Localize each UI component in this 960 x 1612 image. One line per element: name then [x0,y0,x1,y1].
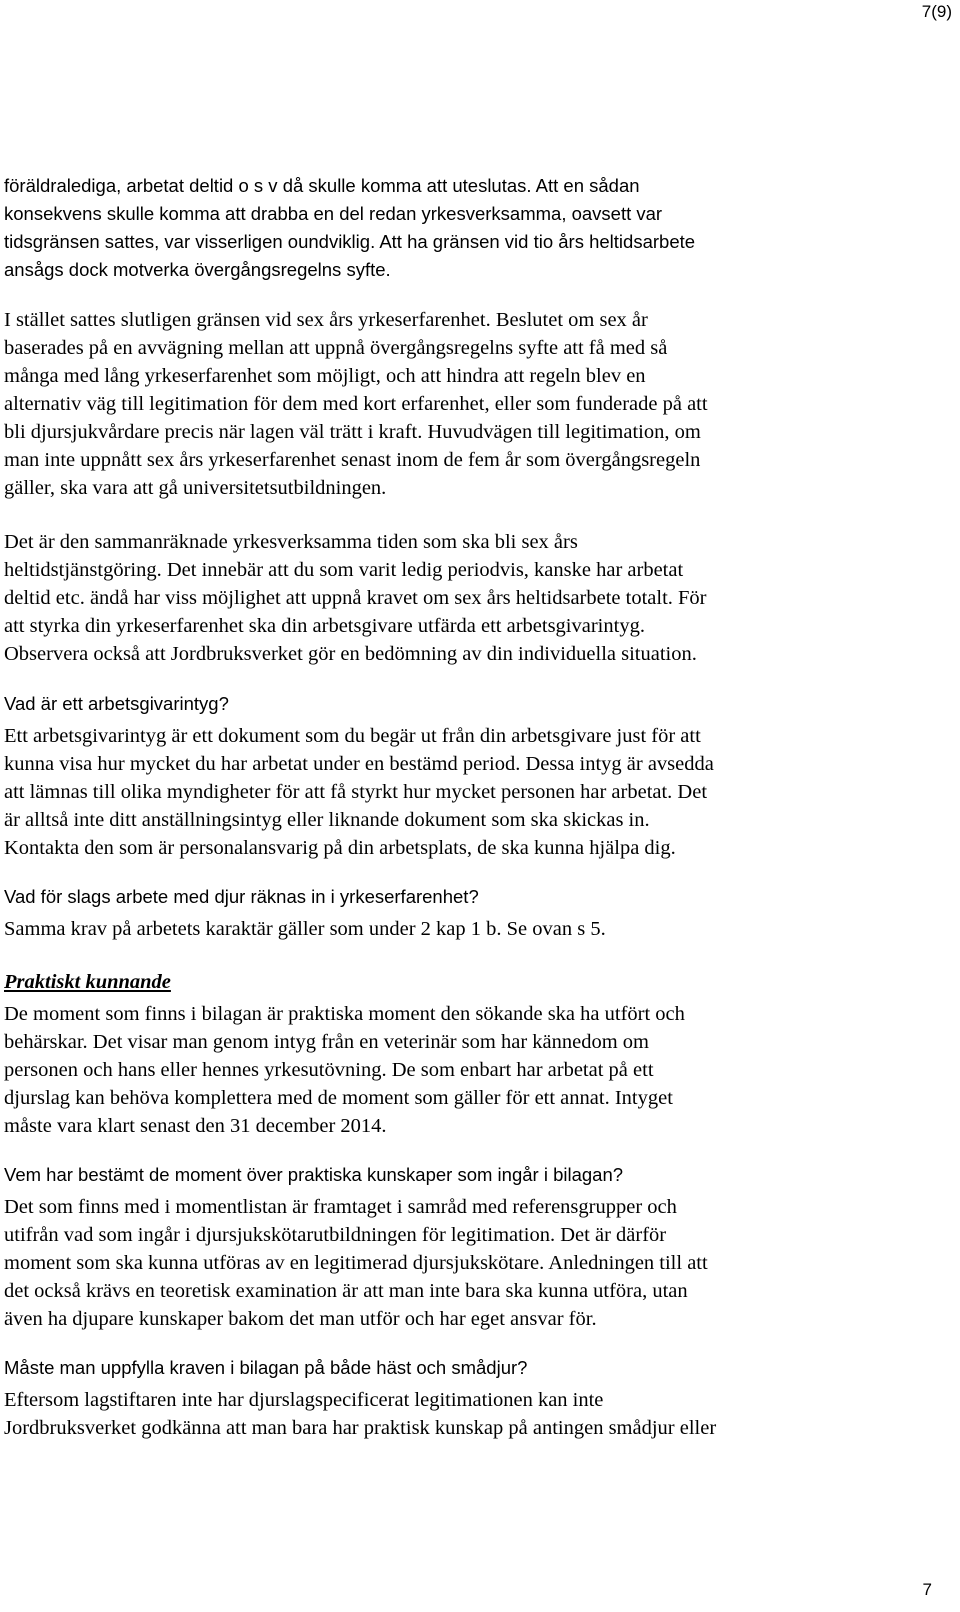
text-line: föräldralediga, arbetat deltid o s v då skulle komma att uteslutas. Att en sådan [4,175,640,196]
text-line: alternativ väg till legitimation för dem med kort erfarenhet, eller som funderade på att [4,393,708,415]
section-heading-italic: Praktiskt kunnande [4,971,171,993]
text-line: det också krävs en teoretisk examination är att man inte bara ska kunna utföra, utan [4,1280,688,1302]
page-number-bottom: 7 [922,1580,932,1599]
section-heading: Vad för slags arbete med djur räknas in i yrkeserfarenhet? [4,886,479,907]
section-heading: Vad är ett arbetsgivarintyg? [4,693,229,714]
section-heading: Måste man uppfylla kraven i bilagan på både häst och smådjur? [4,1357,528,1378]
page-number-top: 7(9) [921,2,952,21]
paragraph [4,528,944,668]
text-line: många med lång yrkeserfarenhet som möjligt, och att hindra att regeln blev en [4,365,646,387]
text-line: utifrån vad som ingår i djursjukskötarutbildningen för legitimation. Det är därför [4,1224,667,1246]
text-line: att lämnas till olika myndigheter för att få styrkt hur mycket personen har arbetat. Det [4,781,708,803]
text-line: tidsgränsen sattes, var visserligen oundviklig. Att ha gränsen vid tio års heltidsarbete [4,231,696,252]
text-line: I stället sattes slutligen gränsen vid sex års yrkeserfarenhet. Beslutet om sex år [4,309,648,331]
paragraph [4,306,944,502]
text-line: konsekvens skulle komma att drabba en del redan yrkesverksamma, oavsett var [4,203,663,224]
text-line: Kontakta den som är personalansvarig på din arbetsplats, de ska kunna hjälpa dig. [4,837,676,859]
text-line: baserades på en avvägning mellan att uppnå övergångsregelns syfte att få med så [4,337,668,359]
text-line: ansågs dock motverka övergångsregelns syfte. [4,259,391,280]
text-line: bli djursjukvårdare precis när lagen väl trätt i kraft. Huvudvägen till legitimation, om [4,421,701,443]
paragraph [4,1000,944,1140]
paragraph [4,722,944,862]
text-line: djurslag kan behöva komplettera med de moment som gäller för ett annat. Intyget [4,1087,673,1109]
text-line: behärskar. Det visar man genom intyg från en veterinär som har kännedom om [4,1031,649,1053]
paragraph [4,1193,944,1333]
paragraph [4,915,944,943]
text-line: Det som finns med i momentlistan är framtaget i samråd med referensgrupper och [4,1196,677,1218]
text-line: att styrka din yrkeserfarenhet ska din arbetsgivare utfärda ett arbetsgivarintyg. [4,615,645,637]
text-line: gäller, ska vara att gå universitetsutbildningen. [4,477,387,499]
text-line: heltidstjänstgöring. Det innebär att du som varit ledig periodvis, kanske har arbetat [4,559,684,581]
paragraph [4,172,944,284]
text-line: kunna visa hur mycket du har arbetat under en bestämd period. Dessa intyg är avsedda [4,753,714,775]
text-line: är alltså inte ditt anställningsintyg eller liknande dokument som ska skickas in. [4,809,650,831]
text-line: Eftersom lagstiftaren inte har djurslagspecificerat legitimationen kan inte [4,1389,604,1411]
text-line: Observera också att Jordbruksverket gör en bedömning av din individuella situation. [4,643,697,665]
text-line: Det är den sammanräknade yrkesverksamma tiden som ska bli sex års [4,531,578,553]
text-line: De moment som finns i bilagan är praktiska moment den sökande ska ha utfört och [4,1003,685,1025]
text-line: moment som ska kunna utföras av en legitimerad djursjukskötare. Anledningen till att [4,1252,708,1274]
text-line: Samma krav på arbetets karaktär gäller som under 2 kap 1 b. Se ovan s 5. [4,918,606,940]
paragraph [4,1386,944,1442]
text-line: även ha djupare kunskaper bakom det man utför och har eget ansvar för. [4,1308,597,1330]
text-line: personen och hans eller hennes yrkesutövning. De som enbart har arbetat på ett [4,1059,654,1081]
text-line: man inte uppnått sex års yrkeserfarenhet senast inom de fem år som övergångsregeln [4,449,701,471]
text-line: Jordbruksverket godkänna att man bara har praktisk kunskap på antingen smådjur eller [4,1417,717,1439]
text-line: deltid etc. ändå har viss möjlighet att uppnå kravet om sex års heltidsarbete totalt. För [4,587,707,609]
section-heading: Vem har bestämt de moment över praktiska kunskaper som ingår i bilagan? [4,1164,624,1185]
text-line: Ett arbetsgivarintyg är ett dokument som du begär ut från din arbetsgivare just för att [4,725,701,747]
text-line: måste vara klart senast den 31 december 2014. [4,1115,387,1137]
